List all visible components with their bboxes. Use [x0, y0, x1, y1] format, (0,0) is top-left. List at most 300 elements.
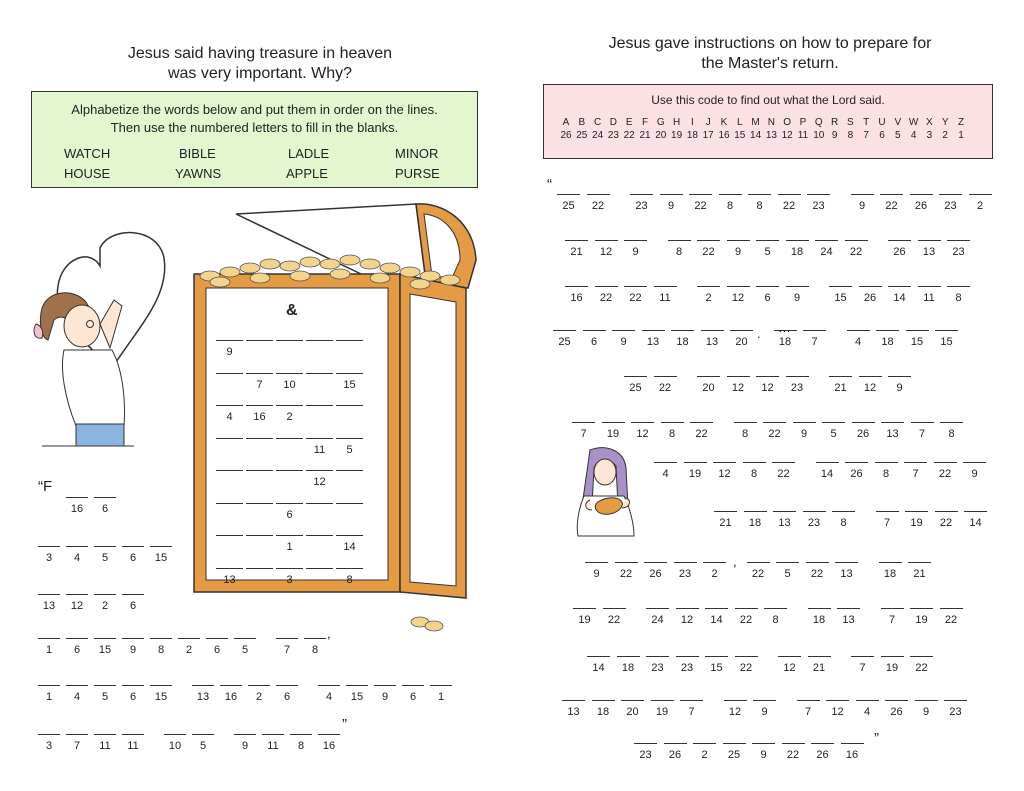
letter-blank[interactable] [621, 700, 644, 718]
letter-blank[interactable] [430, 685, 452, 703]
letter-blank[interactable] [756, 286, 779, 304]
letter-blank[interactable] [876, 511, 899, 529]
letter-blank[interactable] [885, 700, 908, 718]
letter-blank[interactable] [969, 194, 992, 212]
blank-line [947, 240, 970, 241]
letter-blank[interactable] [697, 240, 720, 258]
letter-blank[interactable] [845, 462, 868, 480]
letter-blank[interactable] [904, 462, 927, 480]
letter-blank[interactable] [851, 194, 874, 212]
letter-blank[interactable] [693, 743, 716, 761]
letter-blank[interactable] [829, 286, 852, 304]
letter-blank[interactable] [837, 608, 860, 626]
letter-blank[interactable] [701, 330, 724, 348]
letter-blank[interactable] [918, 286, 941, 304]
letter-blank[interactable] [723, 743, 746, 761]
letter-blank[interactable] [206, 638, 228, 656]
letter-blank[interactable] [816, 462, 839, 480]
letter-blank[interactable] [246, 438, 273, 444]
letter-blank[interactable] [934, 462, 957, 480]
letter-blank[interactable] [634, 743, 657, 761]
blank-line [697, 286, 720, 287]
letter-blank[interactable] [94, 594, 116, 612]
letter-blank[interactable] [964, 511, 987, 529]
letter-blank[interactable] [689, 194, 712, 212]
letter-blank[interactable] [66, 638, 88, 656]
letter-blank[interactable] [216, 470, 243, 476]
letter-blank[interactable] [94, 734, 116, 752]
letter-blank[interactable] [776, 562, 799, 580]
blank-line [246, 470, 273, 471]
letter-blank[interactable] [306, 405, 333, 411]
blank-line [680, 700, 703, 701]
letter-blank[interactable] [631, 422, 654, 440]
letter-blank[interactable] [164, 734, 186, 752]
letter-blank[interactable] [646, 656, 669, 674]
letter-blank[interactable] [888, 376, 911, 394]
chest-ampersand: & [286, 302, 298, 319]
left-title-line-1: Jesus said having treasure in heaven [127, 45, 393, 62]
letter-blank[interactable] [318, 685, 340, 703]
blank-number: 14 [820, 468, 834, 480]
letter-blank[interactable] [773, 511, 796, 529]
letter-blank[interactable] [192, 685, 214, 703]
letter-blank[interactable] [246, 503, 273, 509]
letter-blank[interactable] [276, 470, 303, 476]
letter-blank[interactable] [336, 470, 363, 476]
letter-blank[interactable] [911, 422, 934, 440]
letter-blank[interactable] [216, 503, 243, 509]
letter-blank[interactable] [744, 511, 767, 529]
letter-blank[interactable] [832, 511, 855, 529]
letter-blank[interactable] [735, 608, 758, 626]
letter-blank[interactable] [630, 194, 653, 212]
letter-blank[interactable] [562, 700, 585, 718]
letter-blank[interactable] [346, 685, 368, 703]
letter-blank[interactable] [234, 734, 256, 752]
letter-blank[interactable] [122, 734, 144, 752]
blank-number: 13 [223, 573, 236, 586]
blank-number: 9 [632, 246, 639, 258]
letter-blank[interactable] [572, 422, 595, 440]
letter-blank[interactable] [876, 330, 899, 348]
letter-blank[interactable] [684, 462, 707, 480]
letter-blank[interactable] [940, 608, 963, 626]
woman-with-lamp-illustration [570, 446, 650, 538]
blank-line [276, 438, 303, 439]
letter-blank[interactable] [756, 376, 779, 394]
letter-blank[interactable] [336, 503, 363, 509]
letter-blank[interactable] [246, 470, 273, 476]
letter-blank[interactable] [306, 535, 333, 541]
letter-blank[interactable] [336, 568, 363, 586]
blank-line [164, 734, 186, 735]
letter-blank[interactable] [815, 240, 838, 258]
letter-blank[interactable] [94, 546, 116, 564]
letter-blank[interactable] [734, 422, 757, 440]
blank-number: 12 [731, 382, 745, 394]
blank-number: 14 [710, 614, 723, 626]
letter-blank[interactable] [38, 734, 60, 752]
letter-blank[interactable] [888, 240, 911, 258]
right-title [560, 34, 980, 74]
letter-blank[interactable] [595, 240, 618, 258]
blank-line [306, 405, 333, 406]
letter-blank[interactable] [644, 562, 667, 580]
letter-blank[interactable] [624, 376, 647, 394]
letter-blank[interactable] [336, 438, 363, 456]
code-number: 19 [671, 130, 683, 141]
letter-blank[interactable] [735, 656, 758, 674]
letter-blank[interactable] [336, 373, 363, 391]
letter-blank[interactable] [290, 734, 312, 752]
letter-blank[interactable] [642, 330, 665, 348]
letter-blank[interactable] [822, 422, 845, 440]
letter-blank[interactable] [276, 438, 303, 444]
letter-blank[interactable] [935, 330, 958, 348]
letter-blank[interactable] [66, 497, 88, 515]
code-letter: R [830, 117, 839, 128]
blank-line [881, 608, 904, 609]
letter-blank[interactable] [705, 608, 728, 626]
blank-number: 13 [705, 336, 719, 348]
letter-blank[interactable] [318, 734, 340, 752]
letter-blank[interactable] [246, 405, 273, 423]
blank-line [565, 240, 588, 241]
letter-blank[interactable] [592, 700, 615, 718]
letter-blank[interactable] [654, 462, 677, 480]
letter-blank[interactable] [336, 340, 363, 346]
letter-blank[interactable] [246, 373, 273, 391]
letter-blank[interactable] [374, 685, 396, 703]
letter-blank[interactable] [918, 240, 941, 258]
letter-blank[interactable] [910, 656, 933, 674]
letter-blank[interactable] [859, 376, 882, 394]
letter-blank[interactable] [615, 562, 638, 580]
letter-blank[interactable] [595, 286, 618, 304]
letter-blank[interactable] [705, 656, 728, 674]
letter-blank[interactable] [778, 194, 801, 212]
letter-blank[interactable] [150, 685, 172, 703]
letter-blank[interactable] [797, 700, 820, 718]
code-number: 12 [781, 130, 793, 141]
blank-line [216, 373, 243, 374]
letter-blank[interactable] [845, 240, 868, 258]
letter-blank[interactable] [786, 286, 809, 304]
letter-blank[interactable] [782, 743, 805, 761]
letter-blank[interactable] [336, 535, 363, 553]
letter-blank[interactable] [807, 194, 830, 212]
blank-line [276, 405, 303, 406]
letter-blank[interactable] [808, 608, 831, 626]
letter-blank[interactable] [727, 286, 750, 304]
letter-blank[interactable] [557, 194, 580, 212]
letter-blank[interactable] [587, 194, 610, 212]
letter-blank[interactable] [674, 562, 697, 580]
blank-line [595, 286, 618, 287]
letter-blank[interactable] [727, 376, 750, 394]
code-number: 20 [655, 130, 667, 141]
letter-blank[interactable] [583, 330, 606, 348]
letter-blank[interactable] [940, 422, 963, 440]
code-number: 11 [797, 130, 809, 141]
blank-number: 23 [812, 200, 825, 212]
blank-line [178, 638, 200, 639]
letter-blank[interactable] [624, 240, 647, 258]
letter-blank[interactable] [752, 743, 775, 761]
letter-blank[interactable] [906, 330, 929, 348]
letter-blank[interactable] [94, 497, 116, 515]
letter-blank[interactable] [764, 608, 787, 626]
letter-blank[interactable] [841, 743, 864, 761]
blank-line [306, 373, 333, 374]
letter-blank[interactable] [216, 438, 243, 444]
letter-blank[interactable] [66, 734, 88, 752]
letter-blank[interactable] [122, 594, 144, 612]
letter-blank[interactable] [276, 373, 303, 391]
letter-blank[interactable] [276, 638, 298, 656]
letter-blank[interactable] [94, 638, 116, 656]
letter-blank[interactable] [150, 638, 172, 656]
letter-blank[interactable] [811, 743, 834, 761]
letter-blank[interactable] [806, 562, 829, 580]
letter-blank[interactable] [276, 535, 303, 553]
letter-blank[interactable] [676, 608, 699, 626]
letter-blank[interactable] [905, 511, 928, 529]
blank-line [879, 562, 902, 563]
letter-blank[interactable] [660, 194, 683, 212]
blank-line [719, 194, 742, 195]
code-number: 17 [702, 130, 714, 141]
letter-blank[interactable] [192, 734, 214, 752]
blank-number: 26 [893, 246, 906, 258]
letter-blank[interactable] [829, 376, 852, 394]
blank-line [756, 286, 779, 287]
letter-blank[interactable] [602, 422, 625, 440]
blank-line [246, 340, 273, 341]
letter-blank[interactable] [216, 535, 243, 541]
blank-line [856, 700, 879, 701]
letter-blank[interactable] [304, 638, 326, 656]
letter-blank[interactable] [38, 546, 60, 564]
letter-blank[interactable] [703, 562, 726, 580]
letter-blank[interactable] [786, 376, 809, 394]
letter-blank[interactable] [565, 286, 588, 304]
letter-blank[interactable] [306, 568, 333, 574]
blank-number: 18 [883, 568, 897, 580]
letter-blank[interactable] [697, 376, 720, 394]
letter-blank[interactable] [38, 594, 60, 612]
letter-blank[interactable] [306, 470, 333, 488]
blank-number: 6 [409, 691, 417, 703]
letter-blank[interactable] [743, 462, 766, 480]
letter-blank[interactable] [803, 511, 826, 529]
letter-blank[interactable] [875, 462, 898, 480]
letter-blank[interactable] [246, 535, 273, 541]
blank-line [906, 330, 929, 331]
letter-blank[interactable] [94, 685, 116, 703]
letter-blank[interactable] [947, 240, 970, 258]
letter-blank[interactable] [216, 340, 243, 358]
blank-number: 9 [800, 428, 808, 440]
letter-blank[interactable] [753, 700, 776, 718]
right-quote-close: ” [874, 730, 879, 747]
letter-blank[interactable] [772, 462, 795, 480]
letter-blank[interactable] [603, 608, 626, 626]
letter-blank[interactable] [122, 546, 144, 564]
letter-blank[interactable] [402, 685, 424, 703]
letter-blank[interactable] [763, 422, 786, 440]
letter-blank[interactable] [879, 562, 902, 580]
blank-line [654, 376, 677, 377]
letter-blank[interactable] [778, 656, 801, 674]
blank-number: 11 [267, 740, 279, 752]
letter-blank[interactable] [786, 240, 809, 258]
letter-blank[interactable] [719, 194, 742, 212]
letter-blank[interactable] [910, 194, 933, 212]
blank-line [634, 743, 657, 744]
letter-blank[interactable] [680, 700, 703, 718]
letter-blank[interactable] [859, 286, 882, 304]
letter-blank[interactable] [747, 562, 770, 580]
blank-number: 18 [748, 517, 762, 529]
letter-blank[interactable] [881, 656, 904, 674]
letter-blank[interactable] [276, 340, 303, 346]
blank-number: 23 [639, 749, 652, 761]
letter-blank[interactable] [122, 685, 144, 703]
letter-blank[interactable] [730, 330, 753, 348]
letter-blank[interactable] [713, 462, 736, 480]
right-period: . [757, 326, 761, 341]
letter-blank[interactable] [66, 546, 88, 564]
letter-blank[interactable] [248, 685, 270, 703]
letter-blank[interactable] [724, 700, 747, 718]
blank-line [845, 462, 868, 463]
letter-blank[interactable] [624, 286, 647, 304]
letter-blank[interactable] [646, 608, 669, 626]
letter-blank[interactable] [935, 511, 958, 529]
letter-blank[interactable] [553, 330, 576, 348]
letter-blank[interactable] [178, 638, 200, 656]
letter-blank[interactable] [851, 656, 874, 674]
letter-blank[interactable] [246, 568, 273, 574]
letter-blank[interactable] [587, 656, 610, 674]
letter-blank[interactable] [38, 685, 60, 703]
letter-blank[interactable] [826, 700, 849, 718]
letter-blank[interactable] [697, 286, 720, 304]
blank-line [734, 422, 757, 423]
blank-line [816, 462, 839, 463]
letter-blank[interactable] [617, 656, 640, 674]
blank-line [122, 638, 144, 639]
letter-blank[interactable] [661, 422, 684, 440]
letter-blank[interactable] [664, 743, 687, 761]
blank-number: 12 [636, 428, 649, 440]
letter-blank[interactable] [216, 373, 243, 379]
letter-blank[interactable] [612, 330, 635, 348]
blank-number: 15 [940, 336, 953, 348]
letter-blank[interactable] [262, 734, 284, 752]
letter-blank[interactable] [276, 405, 303, 423]
letter-blank[interactable] [944, 700, 967, 718]
letter-blank[interactable] [66, 685, 88, 703]
letter-blank[interactable] [963, 462, 986, 480]
blank-number: 9 [896, 382, 903, 394]
letter-blank[interactable] [888, 286, 911, 304]
letter-blank[interactable] [306, 340, 333, 346]
letter-blank[interactable] [216, 405, 243, 423]
letter-blank[interactable] [881, 608, 904, 626]
letter-blank[interactable] [246, 340, 273, 346]
letter-blank[interactable] [336, 405, 363, 411]
blank-line [875, 462, 898, 463]
letter-blank[interactable] [676, 656, 699, 674]
letter-blank[interactable] [276, 503, 303, 521]
letter-blank[interactable] [38, 638, 60, 656]
blank-number: 22 [768, 428, 781, 440]
letter-blank[interactable] [306, 503, 333, 509]
letter-blank[interactable] [803, 330, 826, 348]
blank-number: 22 [786, 749, 800, 761]
blank-number: 5 [241, 644, 249, 656]
letter-blank[interactable] [880, 194, 903, 212]
letter-blank[interactable] [793, 422, 816, 440]
letter-blank[interactable] [714, 511, 737, 529]
letter-blank[interactable] [150, 546, 172, 564]
letter-blank[interactable] [690, 422, 713, 440]
letter-blank[interactable] [835, 562, 858, 580]
letter-blank[interactable] [856, 700, 879, 718]
letter-blank[interactable] [565, 240, 588, 258]
letter-blank[interactable] [654, 376, 677, 394]
letter-blank[interactable] [573, 608, 596, 626]
letter-blank[interactable] [915, 700, 938, 718]
letter-blank[interactable] [276, 568, 303, 586]
letter-blank[interactable] [668, 240, 691, 258]
letter-blank[interactable] [748, 194, 771, 212]
letter-blank[interactable] [908, 562, 931, 580]
letter-blank[interactable] [276, 685, 298, 703]
letter-blank[interactable] [881, 422, 904, 440]
code-letter: V [894, 117, 902, 128]
letter-blank[interactable] [306, 438, 333, 456]
blank-line [811, 743, 834, 744]
letter-blank[interactable] [808, 656, 831, 674]
letter-blank[interactable] [939, 194, 962, 212]
letter-blank[interactable] [654, 286, 677, 304]
letter-blank[interactable] [234, 638, 256, 656]
blank-line [808, 608, 831, 609]
letter-blank[interactable] [852, 422, 875, 440]
letter-blank[interactable] [122, 638, 144, 656]
letter-blank[interactable] [651, 700, 674, 718]
letter-blank[interactable] [910, 608, 933, 626]
blank-line [727, 376, 750, 377]
letter-blank[interactable] [671, 330, 694, 348]
letter-blank[interactable] [220, 685, 242, 703]
blank-line [66, 546, 88, 547]
letter-blank[interactable] [216, 568, 243, 586]
letter-blank[interactable] [756, 240, 779, 258]
blank-number: 22 [915, 662, 928, 674]
letter-blank[interactable] [306, 373, 333, 379]
letter-blank[interactable] [66, 594, 88, 612]
letter-blank[interactable] [585, 562, 608, 580]
letter-blank[interactable] [847, 330, 870, 348]
blank-number: 26 [668, 749, 682, 761]
letter-blank[interactable] [727, 240, 750, 258]
letter-blank[interactable] [947, 286, 970, 304]
